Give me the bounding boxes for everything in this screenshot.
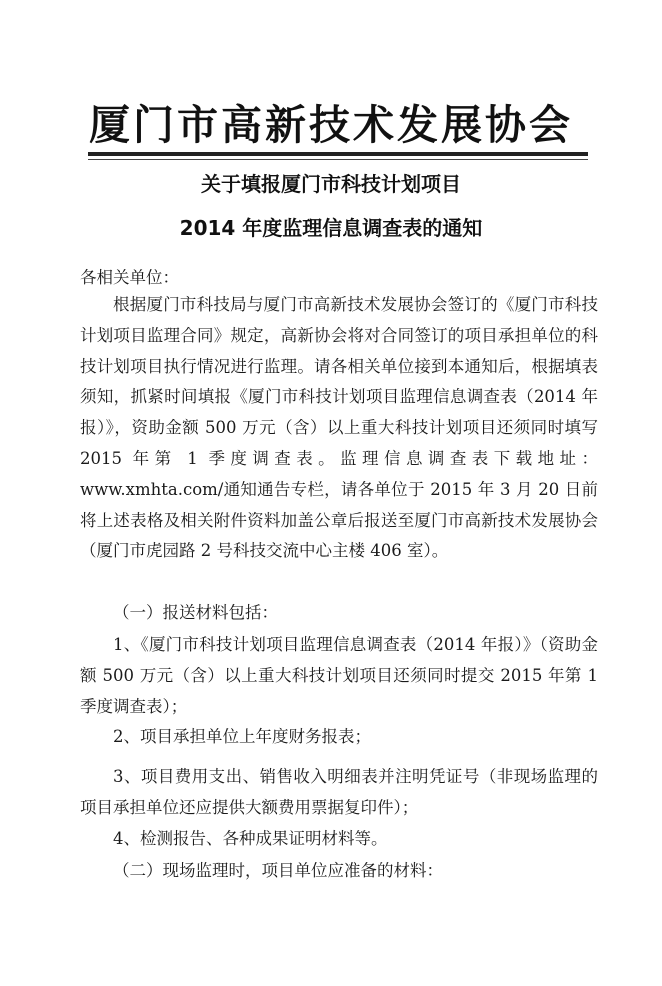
section1-item-4: 4、检测报告、各种成果证明材料等。 bbox=[113, 829, 388, 848]
section1-item-2: 2、项目承担单位上年度财务报表； bbox=[113, 727, 371, 746]
notice-body-paragraph: 根据厦门市科技局与厦门市高新技术发展协会签订的《厦门市科技计划项目监理合同》规定，高新协会将对合同签订的项目承担单位的科技计划项目执行情况进行监理。请各相关单位接到本通知后，根据填表须知，抓紧时间填报《厦门市科技计划项目监理信息调查表（2014 年报）》，资助金额 500 万元（含）以上重大科技计划项目还须同时填写 2015 年第 1 季度调查表。监理信息调查表下载地址：www.xmhta.com/通知通告专栏，请各单位于 2015 年 3 月 20 日前将上述表格及相关附件资料加盖公章后报送至厦门市高新技术发展协会（厦门市虎园路 2 号科技交流中心主楼 406 室）。 bbox=[80, 295, 598, 561]
section1-item-3: 3、项目费用支出、销售收入明细表并注明凭证号（非现场监理的项目承担单位还应提供大额费用票据复印件）； bbox=[80, 767, 598, 817]
letterhead-divider-thin bbox=[88, 159, 588, 160]
section1-heading: （一）报送材料包括： bbox=[113, 603, 278, 622]
letterhead-divider-thick bbox=[88, 152, 588, 156]
section2-heading: （二）现场监理时，项目单位应准备的材料： bbox=[113, 861, 443, 880]
notice-title-line1: 关于填报厦门市科技计划项目 bbox=[201, 172, 461, 196]
organization-letterhead: 厦门市高新技术发展协会 bbox=[89, 101, 573, 149]
salutation: 各相关单位： bbox=[80, 268, 179, 287]
section1-item-1: 1、《厦门市科技计划项目监理信息调查表（2014 年报）》（资助金额 500 万元（含）以上重大科技计划项目还须同时提交 2015 年第 1 季度调查表）； bbox=[80, 635, 598, 716]
notice-title-line2: 2014 年度监理信息调查表的通知 bbox=[179, 216, 483, 240]
